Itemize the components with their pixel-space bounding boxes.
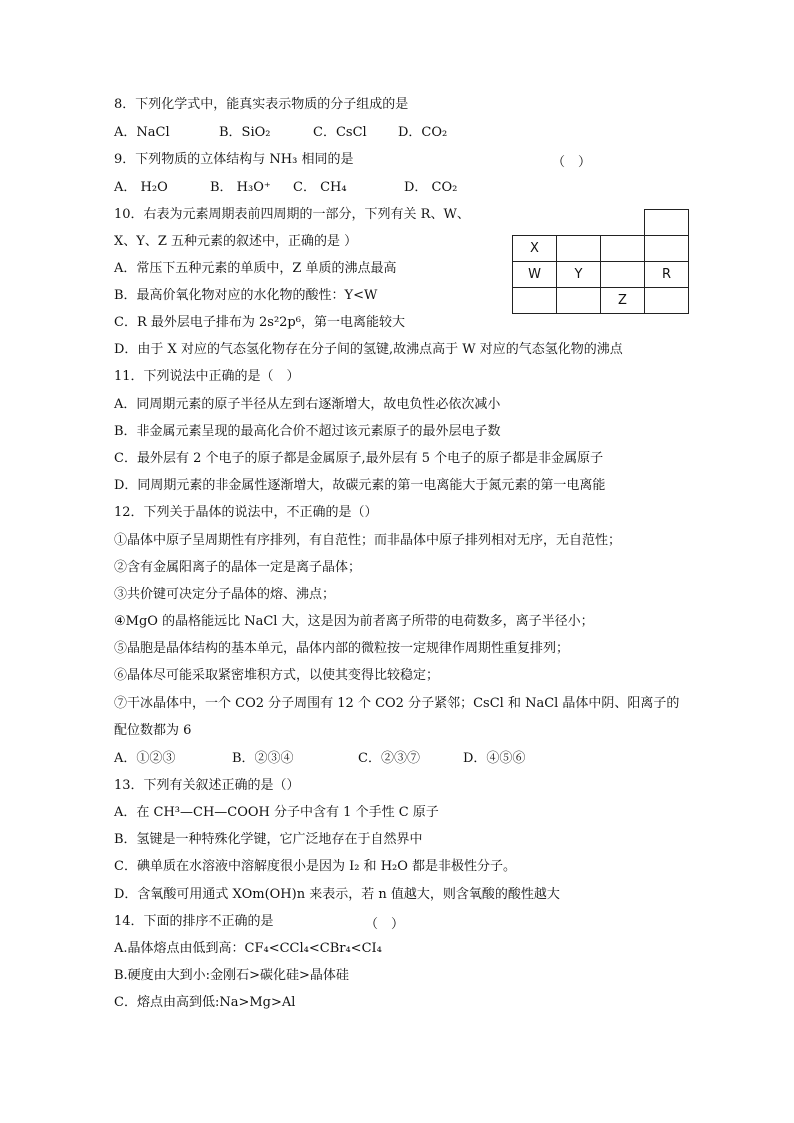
q14-option-a: A.晶体熔点由低到高：CF₄<CCl₄<CBr₄<CI₄ [114,941,382,956]
q10-stem-line1: 10．右表为元素周期表前四周期的一部分，下列有关 R、W、 [114,207,470,222]
table-cell-r: R [645,262,689,288]
q8-option-a: A．NaCl [114,125,170,140]
table-cell-w: W [513,262,557,288]
table-cell [601,262,645,288]
q14-answer-paren: （ ） [365,917,405,932]
q11-option-d: D．同周期元素的非金属性逐渐增大，故碳元素的第一电离能大于氮元素的第一电离能 [114,478,606,493]
periodic-table-fragment [512,209,689,314]
q8-option-c: C．CsCl [313,125,367,140]
q9-option-a: A． H₂O [114,180,168,195]
table-row [513,288,689,314]
table-cell [645,236,689,262]
table-cell-y: Y [557,262,601,288]
table-cell [601,236,645,262]
table-row [513,236,689,262]
q13-option-d: D．含氧酸可用通式 XOm(OH)n 来表示，若 n 值越大，则含氧酸的酸性越大 [114,887,560,902]
table-row [513,210,689,236]
q12-item-7-continued: 配位数都为 6 [114,723,192,738]
q12-item-7: ⑦干冰晶体中，一个 CO2 分子周围有 12 个 CO2 分子紧邻；CsCl 和 NaCl 晶体中阴、阳离子的 [114,696,680,711]
q8-stem: 8．下列化学式中，能真实表示物质的分子组成的是 [114,97,409,112]
q12-item-3: ③共价键可决定分子晶体的熔、沸点； [114,587,336,602]
q9-option-b: B． H₃O⁺ [210,180,271,195]
q9-answer-paren: （ ） [552,155,592,170]
q8-option-d: D．CO₂ [398,125,448,140]
q13-stem: 13．下列有关叙述正确的是（） [114,778,300,793]
q11-option-b: B．非金属元素呈现的最高化合价不超过该元素原子的最外层电子数 [114,424,501,439]
q12-item-5: ⑤晶胞是晶体结构的基本单元，晶体内部的微粒按一定规律作周期性重复排列； [114,641,570,656]
q12-item-6: ⑥晶体尽可能采取紧密堆积方式，以使其变得比较稳定； [114,668,440,683]
q10-option-d: D．由于 X 对应的气态氢化物存在分子间的氢键,故沸点高于 W 对应的气态氢化物的沸点 [114,342,623,357]
table-cell [557,236,601,262]
q12-option-b: B．②③④ [232,751,294,766]
q12-option-d: D．④⑤⑥ [463,751,526,766]
table-cell [513,210,557,236]
table-cell [645,210,689,236]
q10-stem-line2: X、Y、Z 五种元素的叙述中，正确的是 ） [114,234,358,249]
table-cell-z: Z [601,288,645,314]
q9-stem: 9．下列物质的立体结构与 NH₃ 相同的是 [114,152,354,167]
q12-option-a: A．①②③ [114,751,176,766]
q10-option-b: B．最高价氧化物对应的水化物的酸性：Y<W [114,288,378,303]
q14-stem: 14．下面的排序不正确的是 [114,914,274,929]
q12-stem: 12．下列关于晶体的说法中，不正确的是（） [114,505,378,520]
table-cell [557,288,601,314]
q9-option-d: D． CO₂ [404,180,458,195]
q13-option-a: A．在 CH³—CH—COOH 分子中含有 1 个手性 C 原子 [114,805,439,820]
q11-stem: 11．下列说法中正确的是（ ） [114,369,300,384]
q9-option-c: C． CH₄ [293,180,347,195]
q12-item-4: ④MgO 的晶格能远比 NaCl 大，这是因为前者离子所带的电荷数多，离子半径小； [114,614,594,629]
q14-option-c: C．熔点由高到低:Na>Mg>Al [114,995,296,1010]
q8-option-b: B．SiO₂ [219,125,271,140]
q10-option-c: C．R 最外层电子排布为 2s²2p⁶，第一电离能较大 [114,315,405,330]
q10-option-a: A．常压下五种元素的单质中，Z 单质的沸点最高 [114,261,397,276]
table-cell [557,210,601,236]
q11-option-a: A．同周期元素的原子半径从左到右逐渐增大，故电负性必依次减小 [114,397,501,412]
q13-option-c: C．碘单质在水溶液中溶解度很小是因为 I₂ 和 H₂O 都是非极性分子。 [114,859,517,874]
table-cell [513,288,557,314]
table-cell [645,288,689,314]
q11-option-c: C．最外层有 2 个电子的原子都是金属原子,最外层有 5 个电子的原子都是非金属原子 [114,451,604,466]
q14-option-b: B.硬度由大到小:金刚石>碳化硅>晶体硅 [114,968,349,983]
q12-option-c: C．②③⑦ [358,751,420,766]
table-row [513,262,689,288]
table-cell-x: X [513,236,557,262]
table-cell [601,210,645,236]
q12-item-1: ①晶体中原子呈周期性有序排列，有自范性；而非晶体中原子排列相对无序，无自范性； [114,533,622,548]
q12-item-2: ②含有金属阳离子的晶体一定是离子晶体； [114,560,362,575]
q13-option-b: B．氢键是一种特殊化学键，它广泛地存在于自然界中 [114,832,423,847]
